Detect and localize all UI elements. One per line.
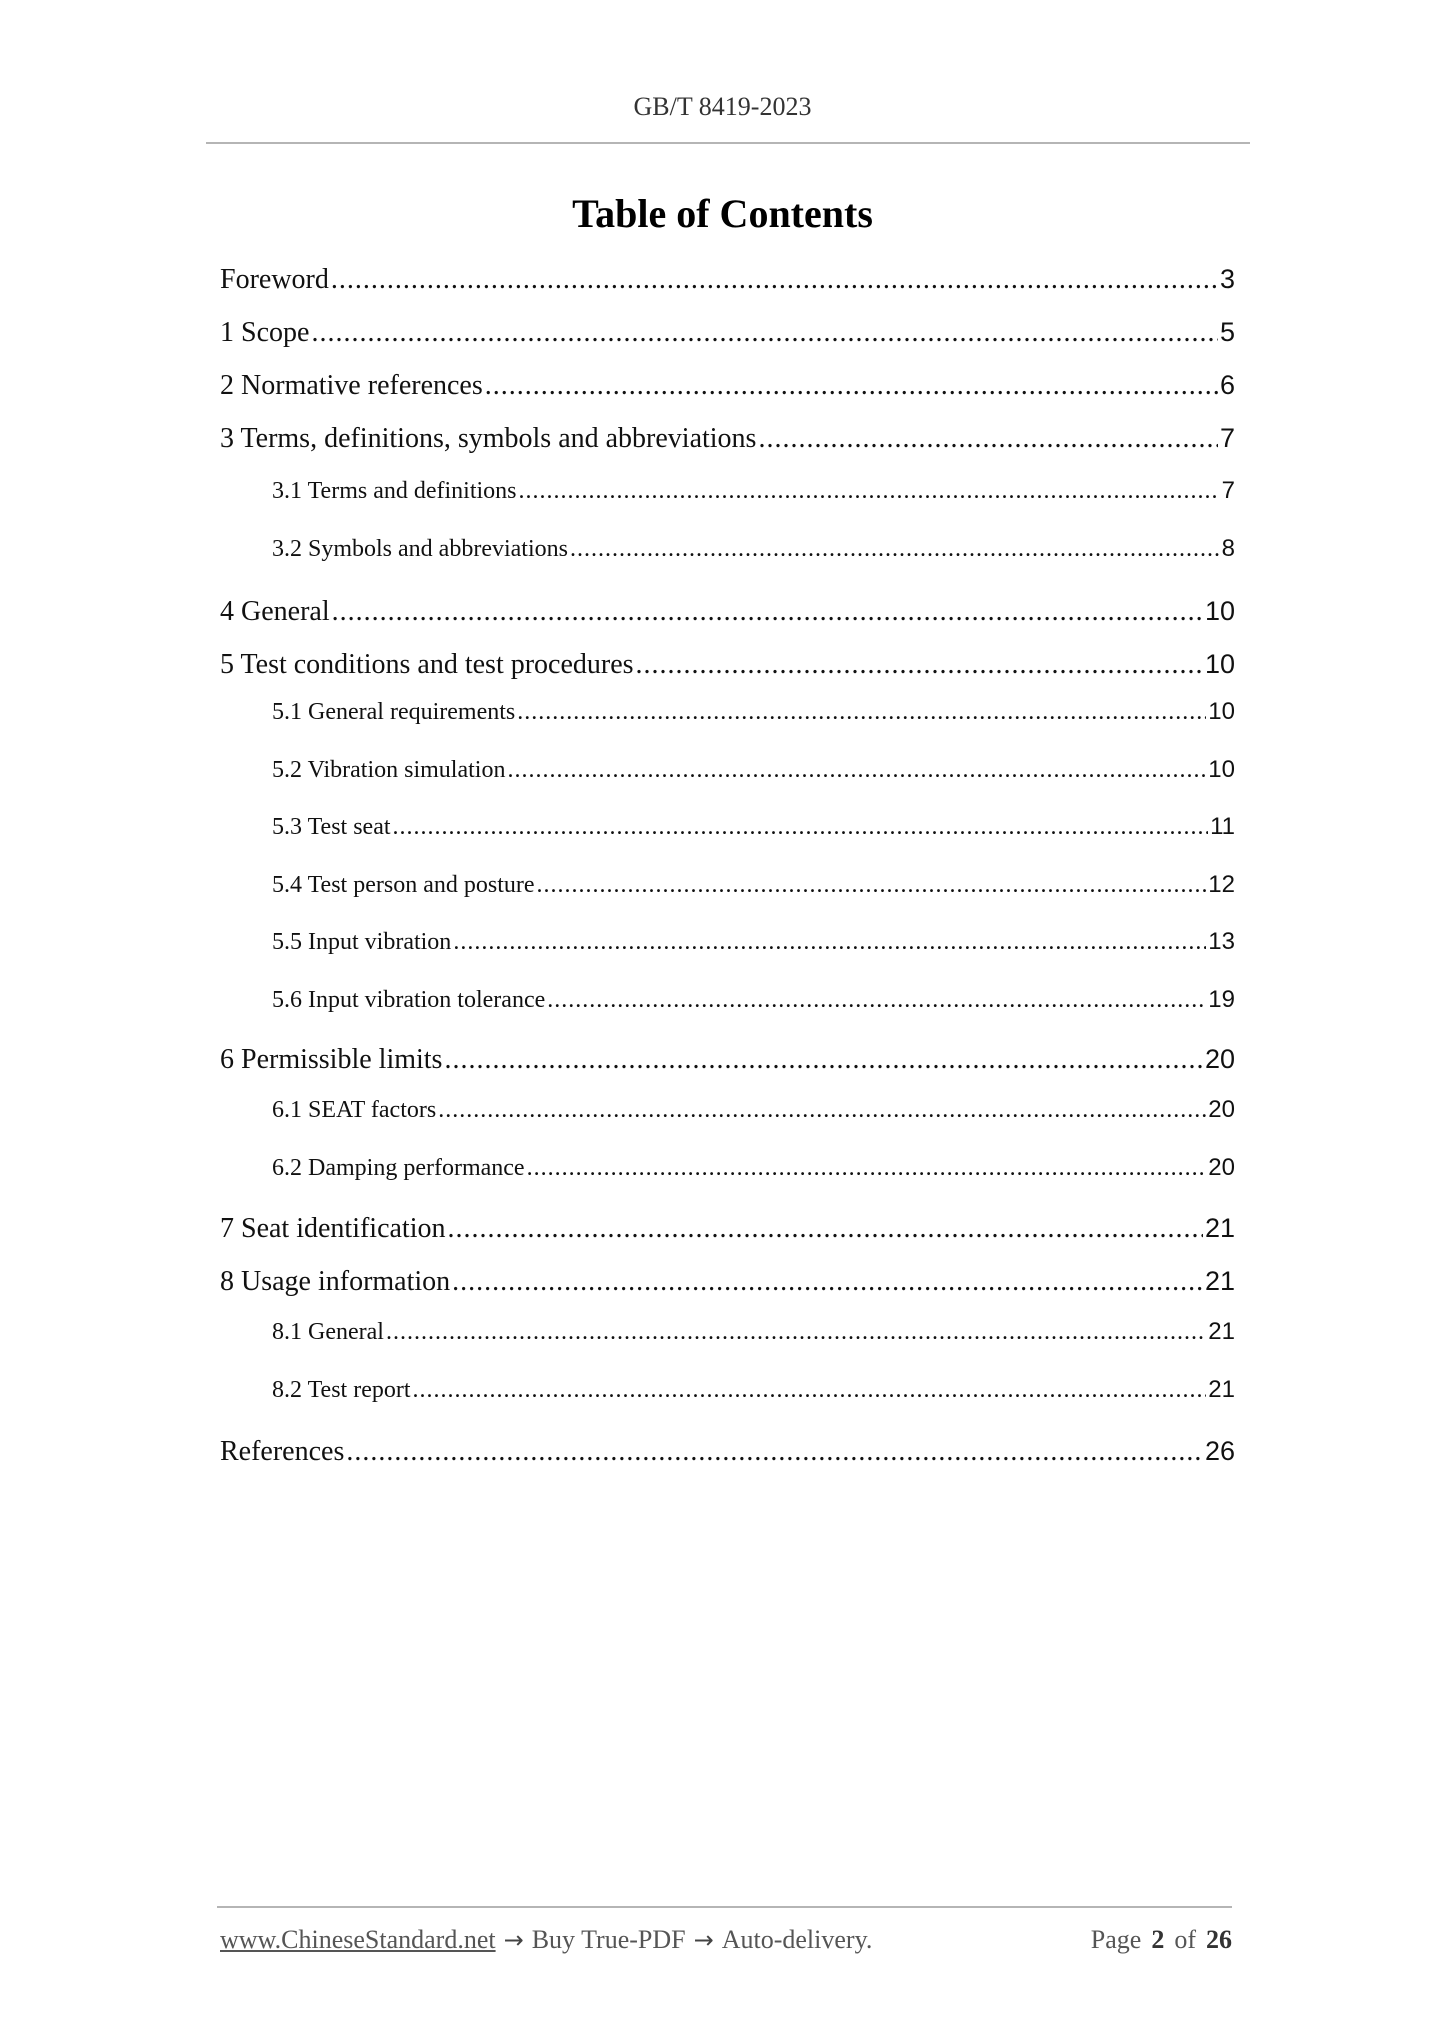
toc-page-number: 10	[1204, 596, 1235, 626]
toc-dot-leader	[346, 1436, 1203, 1468]
toc-page-number: 21	[1204, 1266, 1235, 1296]
toc-entry-label: 5.4 Test person and posture	[272, 872, 535, 898]
toc-entry-seat-identification[interactable]	[220, 1213, 1235, 1253]
site-link[interactable]: www.ChineseStandard.net	[220, 1925, 496, 1954]
toc-entry-label: 3.2 Symbols and abbreviations	[272, 536, 568, 562]
toc-entry-label: 8.1 General	[272, 1319, 384, 1345]
toc-dot-leader	[537, 872, 1207, 899]
toc-entry-label: 4 General	[220, 596, 330, 627]
toc-dot-leader	[438, 1097, 1206, 1124]
toc-dot-leader	[527, 1155, 1207, 1182]
toc-page-number: 12	[1208, 871, 1235, 898]
toc-page-number: 5	[1219, 317, 1235, 347]
toc-dot-leader	[570, 536, 1220, 563]
toc-page-number: 19	[1208, 986, 1235, 1013]
toc-dot-leader	[453, 929, 1206, 956]
toc-title: Table of Contents	[572, 191, 873, 236]
toc-page-number: 10	[1208, 756, 1235, 783]
toc-page-number: 20	[1208, 1096, 1235, 1123]
toc-entry-references[interactable]	[220, 1436, 1235, 1476]
toc-dot-leader	[448, 1213, 1203, 1245]
toc-dot-leader	[758, 423, 1218, 455]
toc-entry-6-2[interactable]	[272, 1154, 1235, 1188]
toc-entry-label: 3 Terms, definitions, symbols and abbreviations	[220, 423, 757, 454]
toc-entry-label: Foreword	[220, 264, 329, 295]
toc-dot-leader	[331, 264, 1218, 296]
toc-dot-leader	[452, 1266, 1203, 1298]
toc-page-number: 20	[1208, 1154, 1235, 1181]
toc-dot-leader	[519, 478, 1220, 505]
toc-entry-label: 5.1 General requirements	[272, 699, 516, 725]
toc-page-number: 21	[1208, 1376, 1235, 1403]
right-arrow-icon: →	[693, 1926, 714, 1954]
toc-entry-label: 6.1 SEAT factors	[272, 1097, 437, 1123]
toc-entry-scope[interactable]	[220, 317, 1235, 357]
toc-entry-6-1[interactable]	[272, 1096, 1235, 1130]
page-footer	[220, 1925, 1232, 1955]
toc-dot-leader	[507, 757, 1206, 784]
right-arrow-icon: →	[503, 1926, 524, 1954]
total-pages-number: 26	[1206, 1925, 1232, 1954]
toc-dot-leader	[332, 596, 1203, 628]
toc-entry-5-4[interactable]	[272, 871, 1235, 905]
toc-dot-leader	[311, 317, 1218, 349]
toc-entry-label: 5 Test conditions and test procedures	[220, 649, 634, 680]
toc-entry-3-1[interactable]	[272, 477, 1235, 511]
toc-entry-label: 8.2 Test report	[272, 1377, 411, 1403]
toc-entry-label: 5.3 Test seat	[272, 814, 391, 840]
toc-entry-label: 7 Seat identification	[220, 1213, 446, 1244]
toc-page-number: 7	[1219, 423, 1235, 453]
current-page-number: 2	[1151, 1925, 1165, 1954]
toc-entry-label: 1 Scope	[220, 317, 310, 348]
toc-entry-label: 3.1 Terms and definitions	[272, 478, 517, 504]
toc-dot-leader	[636, 649, 1203, 681]
toc-entry-label: 5.6 Input vibration tolerance	[272, 987, 546, 1013]
toc-entry-permissible-limits[interactable]	[220, 1044, 1235, 1084]
toc-page-number: 11	[1210, 813, 1235, 840]
toc-entry-5-5[interactable]	[272, 928, 1235, 962]
toc-entry-label: 6.2 Damping performance	[272, 1155, 525, 1181]
toc-entry-5-3[interactable]	[272, 813, 1235, 847]
footer-promo	[220, 1925, 872, 1955]
toc-entry-foreword[interactable]	[220, 264, 1235, 304]
toc-entry-5-6[interactable]	[272, 986, 1235, 1020]
toc-entry-8-1[interactable]	[272, 1318, 1235, 1352]
toc-entry-usage-information[interactable]	[220, 1266, 1235, 1306]
toc-dot-leader	[547, 987, 1206, 1014]
toc-entry-8-2[interactable]	[272, 1376, 1235, 1410]
of-word: of	[1174, 1925, 1196, 1954]
toc-entry-label: 5.2 Vibration simulation	[272, 757, 506, 783]
toc-entry-test-conditions[interactable]	[220, 649, 1235, 689]
toc-page-number: 7	[1221, 477, 1235, 504]
toc-page-number: 6	[1219, 370, 1235, 400]
toc-page-number: 21	[1208, 1318, 1235, 1345]
toc-entry-label: References	[220, 1436, 345, 1467]
toc-entry-normative-references[interactable]	[220, 370, 1235, 410]
toc-dot-leader	[413, 1377, 1207, 1404]
toc-dot-leader	[517, 699, 1206, 726]
toc-page-number: 13	[1208, 928, 1235, 955]
toc-entry-label: 6 Permissible limits	[220, 1044, 443, 1075]
toc-entry-general[interactable]	[220, 596, 1235, 636]
toc-page-number: 21	[1204, 1213, 1235, 1243]
toc-entry-label: 8 Usage information	[220, 1266, 451, 1297]
toc-dot-leader	[444, 1044, 1202, 1076]
toc-entry-3-2[interactable]	[272, 535, 1235, 569]
toc-dot-leader	[386, 1319, 1206, 1346]
toc-page-number: 10	[1204, 649, 1235, 679]
toc-page-number: 10	[1208, 698, 1235, 725]
document-code: GB/T 8419-2023	[633, 92, 812, 121]
auto-delivery-text: Auto-delivery.	[721, 1925, 873, 1954]
toc-entry-label: 5.5 Input vibration	[272, 929, 452, 955]
toc-dot-leader	[485, 370, 1218, 402]
toc-page-number: 26	[1204, 1436, 1235, 1466]
toc-page-number: 3	[1219, 264, 1235, 294]
toc-page-number: 20	[1204, 1044, 1235, 1074]
header-divider	[206, 142, 1250, 144]
toc-entry-label: 2 Normative references	[220, 370, 483, 401]
toc-entry-terms-definitions[interactable]	[220, 423, 1235, 463]
toc-dot-leader	[393, 814, 1209, 841]
toc-page-number: 8	[1221, 535, 1235, 562]
toc-entry-5-2[interactable]	[272, 756, 1235, 790]
page-indicator	[1091, 1925, 1232, 1955]
buy-true-pdf-text: Buy True-PDF	[531, 1925, 686, 1954]
toc-entry-5-1[interactable]	[272, 698, 1235, 732]
footer-divider	[217, 1906, 1232, 1908]
page-word: Page	[1090, 1925, 1142, 1954]
